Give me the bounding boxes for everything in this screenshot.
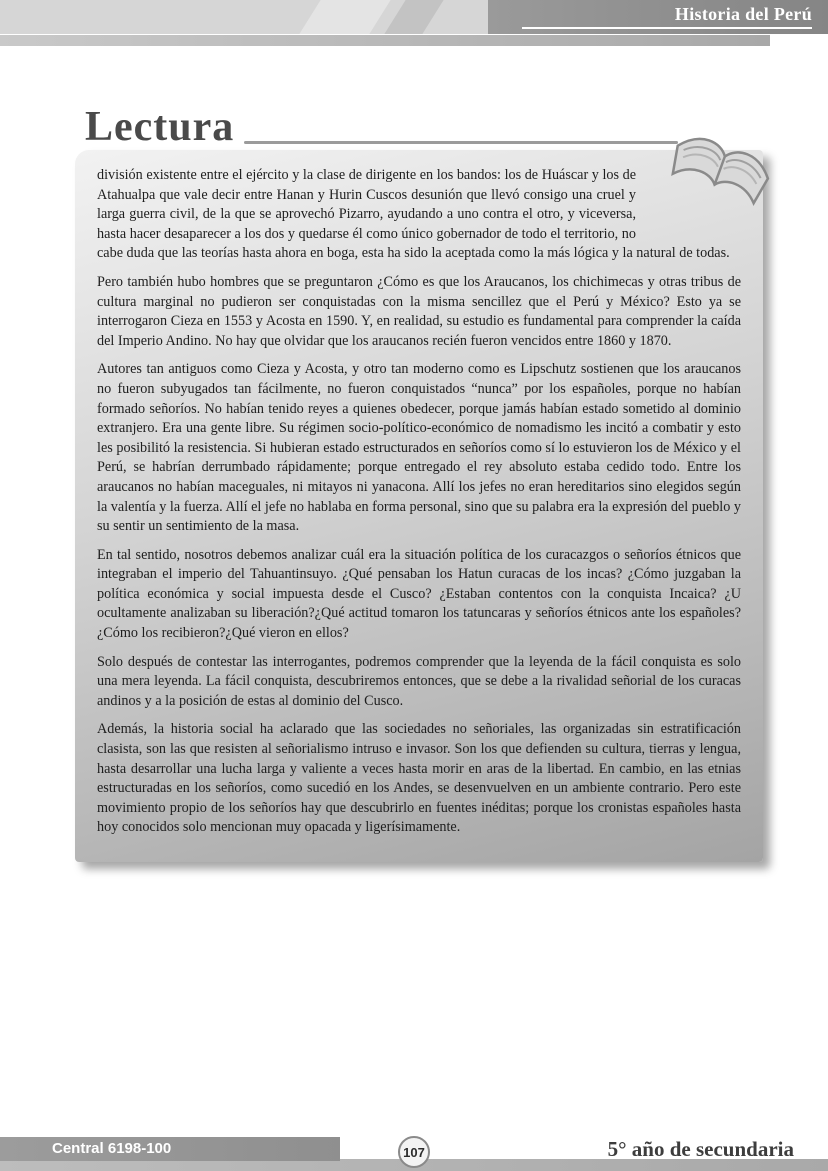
header-band — [0, 0, 828, 34]
course-title: Historia del Perú — [674, 3, 812, 24]
page-footer — [0, 1135, 828, 1171]
open-book-icon — [662, 124, 780, 216]
section-title-row — [85, 106, 758, 148]
reading-paragraph: división existente entre el ejército y la clase de dirigente en los bandos: los de Huáscar y los de Atahualpa que vale decir entre Hanan y Hurin Cuscos desunión que llevó consigo una cruel y larga guerra civil, de la que se aprovechó Pizarro, ayudando a uno contra el otro, y viceversa, hasta hacer desaparecer a los dos y quedarse él como único gobernador de todo el territorio, no cabe duda que las teorías hasta ahora en boga, esta ha sido la aceptada como la más lógica y la natural de todas. — [97, 167, 730, 262]
course-title-underline — [522, 27, 812, 29]
footer-phone: Central 6198-100 — [0, 1137, 340, 1161]
header-decoration — [0, 0, 488, 34]
header-subbar — [0, 35, 770, 46]
slant-shape-light — [299, 0, 390, 34]
section-title: Lectura — [85, 104, 235, 150]
reading-paragraph: Autores tan antiguos como Cieza y Acosta, y otro tan moderno como es Lipschutz sostienen que los araucanos no fueron subyugados tan fácilmente, no fueron conquistados “nunca” por los españoles, porque no habían formado señoríos. No habían tenido reyes a quienes obedecer, porque jamás habían estado sometido al dominio extranjero. Era una gente libre. Su régimen socio-político-económico de nomadismo les incitó a combatir y esto les posibilitó la resistencia. Si hubieran estado estructurados en señoríos como sí lo estuvieron los de México y el Perú, se habrían derrumbado rápidamente; porque entregado el rey absoluto estaba cedido todo. Entre los araucanos no habían maceguales, ni mitayos ni yanacona. Allí los jefes no eran hereditarios sino elegidos según la valentía y la fuerza. Allí el jefe no hablaba en forma personal, sino que su palabra era la expresión del pueblo y su sentir un sentimiento de la masa. — [97, 361, 741, 535]
reading-box — [75, 150, 763, 862]
page-number-badge — [398, 1136, 430, 1168]
header-course-band — [488, 0, 828, 34]
page-number: 107 — [403, 1144, 425, 1160]
slant-shape-dark — [384, 0, 443, 34]
reading-paragraph: Solo después de contestar las interrogantes, podremos comprender que la leyenda de la fácil conquista es solo una mera leyenda. La fácil conquista, descubriremos entonces, que se debe a la rivalidad señorial de los curacas andinos y a la posición de estas al dominio del Cusco. — [97, 653, 741, 709]
page-header — [0, 0, 828, 46]
reading-paragraph: Además, la historia social ha aclarado que las sociedades no señoriales, las organizadas sin estratificación clasista, son las que resisten al señorialismo intruso e invasor. Son los que defienden su cultura, tierras y lengua, hasta desarrollar una lucha larga y valiente a veces hasta morir en aras de la libertad. En cambio, en las etnias estructuradas en los señoríos, como sucedió en los Andes, se desenvuelven en un ambiente contrario. Pero este movimiento propio de los señoríos hay que descubrirlo en fuentes inéditas; porque los cronistas españoles hasta hoy conocidos solo mencionan muy opacada y ligerísimamente. — [97, 721, 741, 836]
section-title-rule — [244, 141, 678, 144]
reading-paragraph: Pero también hubo hombres que se preguntaron ¿Cómo es que los Araucanos, los chichimecas y otras tribus de cultura marginal no pudieron ser conquistadas con la misma sencillez que el Perú y México? Esto ya se interrogaron Cieza en 1553 y Acosta en 1590. Y, en realidad, su estudio es fundamental para comprender la caída del Imperio Andino. No hay que olvidar que los araucanos recién fueron vencidos entre 1860 y 1870. — [97, 273, 741, 349]
reading-paragraph: En tal sentido, nosotros debemos analizar cuál era la situación política de los curacazgos o señoríos étnicos que integraban el imperio del Tahuantinsuyo. ¿Qué pensaban los Hatun curacas de los incas? ¿Cómo juzgaban la política económica y social impuesta desde el Cusco? ¿Estaban contentos con la conquista Incaica? ¿U ocultamente analizaban su liberación?¿Qué actitud tomaron los tatuncaras y señoríos étnicos ante los españoles?¿Cómo los recibieron?¿Qué vieron en ellos? — [97, 546, 741, 642]
footer-grade: 5° año de secundaria — [607, 1137, 794, 1161]
